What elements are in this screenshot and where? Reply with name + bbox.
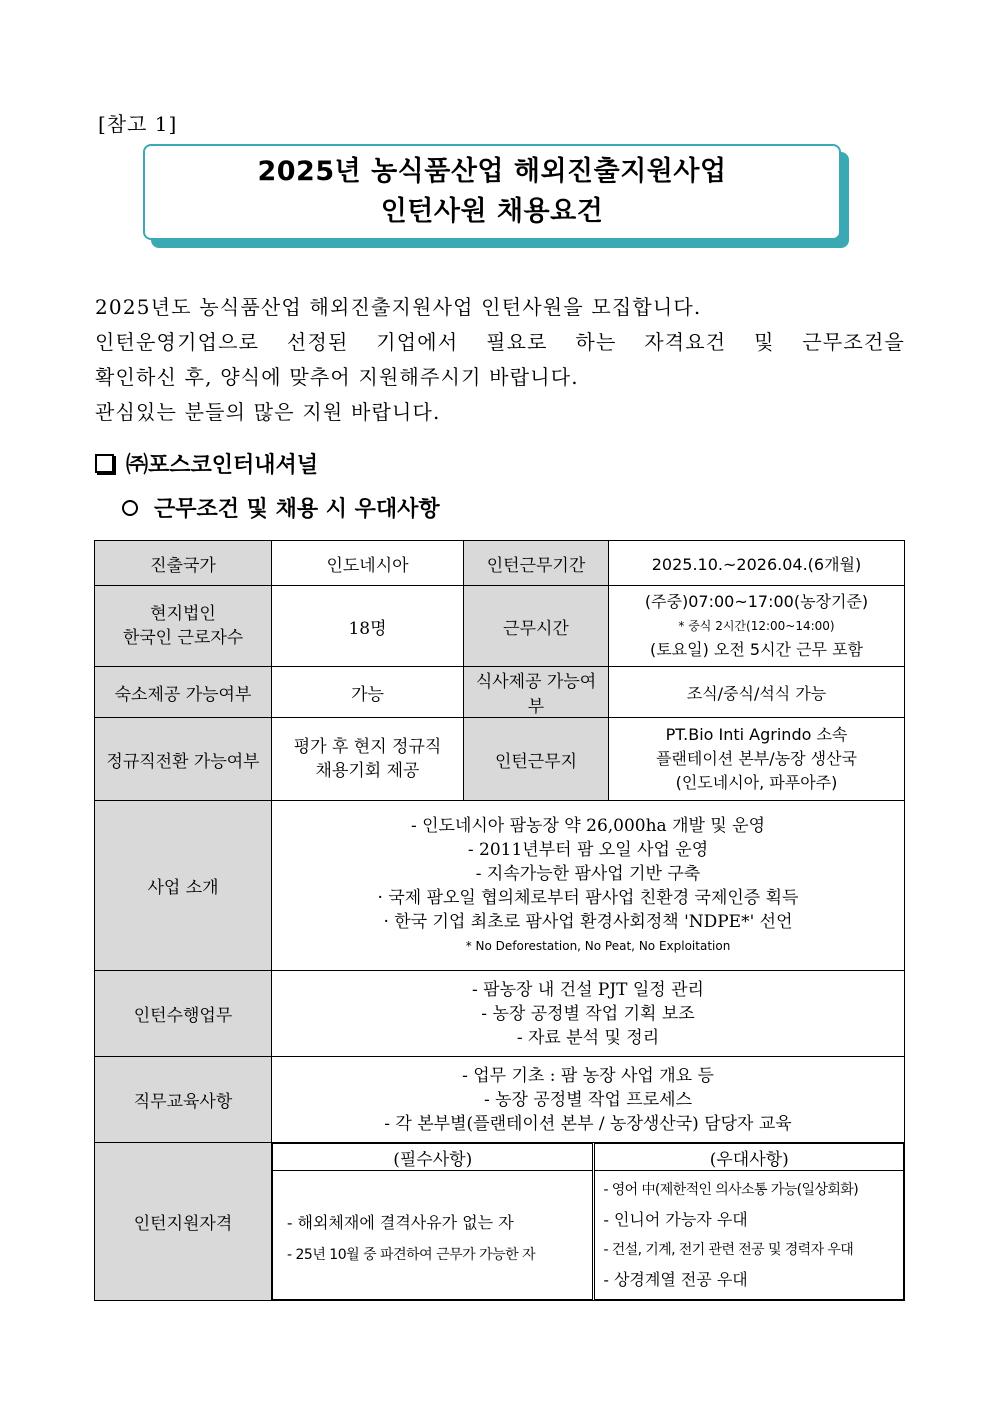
duties-line-2: - 농장 공정별 작업 기획 보조 — [481, 1003, 695, 1024]
location-value — [609, 718, 905, 801]
hours-label: 근무시간 — [464, 586, 609, 667]
intro-line-3: 확인하신 후, 양식에 맞추어 지원해주시기 바랍니다. — [95, 365, 579, 389]
hours-value — [609, 586, 905, 667]
housing-label: 숙소제공 가능여부 — [95, 667, 272, 718]
section-heading — [122, 492, 440, 523]
conversion-line-1: 평가 후 현지 정규직 — [293, 737, 442, 757]
country-value: 인도네시아 — [272, 541, 464, 586]
business-line-5: · 한국 기업 최초로 팜사업 환경사회정책 'NDPE*' 선언 — [383, 911, 793, 932]
training-line-1: - 업무 기초 : 팜 농장 사업 개요 등 — [462, 1065, 714, 1086]
preferred-list — [594, 1171, 904, 1300]
hours-saturday: (토요일) 오전 5시간 근무 포함 — [649, 640, 864, 659]
required-item-1: - 해외체재에 결격사유가 없는 자 — [287, 1213, 514, 1232]
intro-line-1: 2025년도 농식품산업 해외진출지원사업 인턴사원을 모집합니다. — [95, 295, 702, 319]
table-row — [95, 801, 905, 971]
business-line-1: - 인도네시아 팜농장 약 26,000ha 개발 및 운영 — [410, 815, 766, 836]
hours-weekday: (주중)07:00~17:00(농장기준) — [644, 592, 869, 611]
meal-value: 조식/중식/석식 가능 — [609, 667, 905, 718]
business-line-3: - 지속가능한 팜사업 기반 구축 — [475, 863, 701, 884]
training-label: 직무교육사항 — [95, 1057, 272, 1143]
intro-line-2: 인턴운영기업으로 선정된 기업에서 필요로 하는 자격요건 및 근무조건을 — [95, 330, 905, 354]
business-note: * No Deforestation, No Peat, No Exploitation — [465, 938, 731, 953]
location-label: 인턴근무지 — [464, 718, 609, 801]
training-content — [272, 1057, 905, 1143]
qualification-content — [272, 1143, 905, 1301]
table-row — [95, 1057, 905, 1143]
location-line-2: 플랜테이션 본부/농장 생산국 — [655, 749, 858, 768]
title-box — [143, 144, 849, 248]
title-line-1: 2025년 농식품산업 해외진출지원사업 — [257, 156, 727, 187]
required-header: (필수사항) — [273, 1144, 594, 1171]
company-name: ㈜포스코인터내셔널 — [126, 453, 319, 478]
preferred-item-4: - 상경계열 전공 우대 — [603, 1270, 748, 1289]
business-line-2: - 2011년부터 팜 오일 사업 운영 — [467, 839, 709, 860]
period-label: 인턴근무기간 — [464, 541, 609, 586]
intro-paragraph — [95, 290, 905, 430]
meal-label: 식사제공 가능여부 — [464, 667, 609, 718]
required-list — [273, 1171, 594, 1300]
business-label: 사업 소개 — [95, 801, 272, 971]
workers-label-line-1: 현지법인 — [150, 604, 216, 624]
qualification-label: 인턴지원자격 — [95, 1143, 272, 1301]
training-line-2: - 농장 공정별 작업 프로세스 — [483, 1089, 692, 1110]
required-item-2: - 25년 10월 중 파견하여 근무가 가능한 자 — [287, 1247, 536, 1263]
preferred-item-2: - 인니어 가능자 우대 — [603, 1210, 748, 1229]
title-line-2: 인턴사원 채용요건 — [380, 196, 604, 227]
preferred-item-1: - 영어 中(제한적인 의사소통 가능(일상회화) — [603, 1182, 859, 1198]
table-row — [95, 541, 905, 586]
business-content — [272, 801, 905, 971]
preferred-header: (우대사항) — [594, 1144, 904, 1171]
table-row — [95, 667, 905, 718]
conversion-line-2: 채용기회 제공 — [315, 761, 420, 781]
housing-value: 가능 — [272, 667, 464, 718]
hours-lunch-note: * 중식 2시간(12:00~14:00) — [678, 619, 835, 633]
title-frame — [143, 144, 841, 240]
location-line-3: (인도네시아, 파푸아주) — [675, 773, 838, 792]
duties-label: 인턴수행업무 — [95, 971, 272, 1057]
training-line-3: - 각 본부별(플랜테이션 본부 / 농장생산국) 담당자 교육 — [384, 1113, 792, 1134]
duties-line-3: - 자료 분석 및 정리 — [516, 1027, 660, 1048]
duties-line-1: - 팜농장 내 건설 PJT 일정 관리 — [472, 979, 704, 1000]
workers-value: 18명 — [272, 586, 464, 667]
table-row — [95, 586, 905, 667]
location-line-1: PT.Bio Inti Agrindo 소속 — [665, 725, 848, 744]
reference-label: [참고 1] — [98, 112, 178, 136]
table-row — [95, 718, 905, 801]
duties-content — [272, 971, 905, 1057]
table-row — [95, 1143, 905, 1301]
section-heading-text: 근무조건 및 채용 시 우대사항 — [154, 497, 440, 522]
conversion-value — [272, 718, 464, 801]
conditions-table — [94, 540, 905, 1301]
workers-label-line-2: 한국인 근로자수 — [122, 628, 244, 648]
circle-bullet-icon — [122, 500, 138, 516]
company-heading — [95, 448, 318, 479]
business-line-4: · 국제 팜오일 협의체로부터 팜사업 친환경 국제인증 획득 — [377, 887, 799, 908]
qualification-subtable — [272, 1143, 904, 1300]
square-bullet-icon — [95, 454, 114, 473]
table-row — [95, 971, 905, 1057]
intro-line-4: 관심있는 분들의 많은 지원 바랍니다. — [95, 400, 441, 424]
country-label: 진출국가 — [95, 541, 272, 586]
conversion-label: 정규직전환 가능여부 — [95, 718, 272, 801]
workers-label — [95, 586, 272, 667]
period-value: 2025.10.~2026.04.(6개월) — [609, 541, 905, 586]
preferred-item-3: - 건설, 기계, 전기 관련 전공 및 경력자 우대 — [603, 1242, 854, 1258]
